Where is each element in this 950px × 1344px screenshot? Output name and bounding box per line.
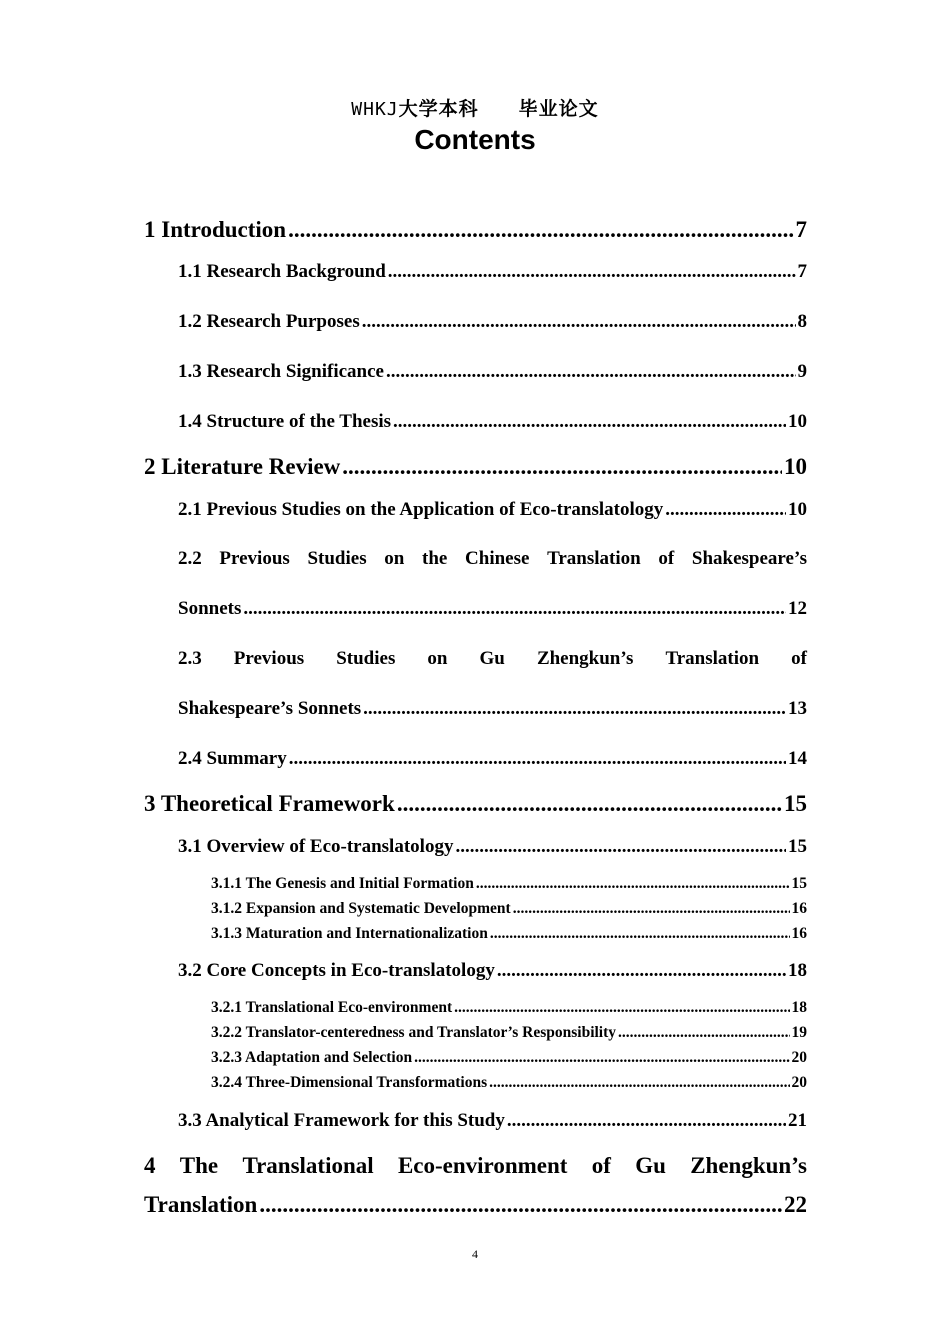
toc-page-number: 16 <box>791 925 807 942</box>
toc-entry-title: 3.2.2 Translator-centeredness and Translator’s Responsibility <box>211 1024 617 1041</box>
dot-leader <box>288 217 793 243</box>
header-label: 毕业论文 <box>518 99 599 120</box>
word: Translational <box>242 1153 374 1178</box>
toc-entry-3-2-1[interactable] <box>211 999 807 1017</box>
toc-entry-title: 3.2 Core Concepts in Eco-translatology <box>178 960 495 981</box>
toc-entry-2-3-line-2[interactable] <box>178 698 807 720</box>
toc-page-number: 7 <box>795 217 807 242</box>
toc-entry-title: 3.1.1 The Genesis and Initial Formation <box>211 875 474 892</box>
toc-entry-2-4[interactable] <box>178 748 807 770</box>
dot-leader <box>386 361 796 383</box>
toc-entry-title: Translation <box>144 1192 258 1217</box>
toc-entry-title: 1.1 Research Background <box>178 261 386 282</box>
page-title: Contents <box>414 124 536 155</box>
toc-entry-2-1[interactable] <box>178 499 807 521</box>
dot-leader <box>259 1192 782 1218</box>
toc-page-number: 7 <box>797 261 807 282</box>
running-header <box>0 94 950 121</box>
word: on <box>427 648 448 669</box>
toc-entry-title: 3.1.2 Expansion and Systematic Development <box>211 900 511 917</box>
toc-entry-3-2[interactable] <box>178 960 807 982</box>
word: 4 <box>144 1153 156 1178</box>
toc-page-number: 21 <box>788 1110 807 1131</box>
toc-entry-3-1-3[interactable] <box>211 925 807 943</box>
word: 2.3 <box>178 648 202 669</box>
toc-entry-title: Shakespeare’s Sonnets <box>178 698 362 719</box>
toc-entry-3-2-2[interactable] <box>211 1024 807 1042</box>
word: Studies <box>336 648 396 669</box>
toc-entry-2-2-line-1[interactable] <box>178 548 807 570</box>
dot-leader <box>476 875 790 893</box>
toc-entry-title: 3.3 Analytical Framework for this Study <box>178 1110 505 1131</box>
dot-leader <box>289 748 786 770</box>
toc-page-number: 12 <box>788 598 807 619</box>
toc-page-number: 20 <box>791 1049 807 1066</box>
toc-entry-title: 1.2 Research Purposes <box>178 311 360 332</box>
toc-page-number: 20 <box>791 1074 807 1091</box>
toc-page-number: 18 <box>788 960 807 981</box>
word: Previous <box>219 548 290 569</box>
toc-page-number: 9 <box>797 361 807 382</box>
dot-leader <box>497 960 786 982</box>
toc-page-number: 8 <box>797 311 807 332</box>
word: Gu <box>479 648 505 669</box>
word: Eco-environment <box>397 1153 568 1178</box>
toc-entry-3-1-2[interactable] <box>211 900 807 918</box>
word: Zhengkun’s <box>690 1153 807 1178</box>
toc-page-number: 13 <box>788 698 807 719</box>
dot-leader <box>243 598 786 620</box>
toc-entry-title: 2.1 Previous Studies on the Application of Eco-translatology <box>178 499 664 520</box>
toc-entry-title: 3.2.4 Three-Dimensional Transformations <box>211 1074 488 1091</box>
toc-entry-3-2-3[interactable] <box>211 1049 807 1067</box>
toc-entry-3-1-1[interactable] <box>211 875 807 893</box>
dot-leader <box>388 261 796 283</box>
dot-leader <box>397 791 782 817</box>
dot-leader <box>455 836 786 858</box>
toc-entry-title: 1.3 Research Significance <box>178 361 384 382</box>
toc-entry-3-2-4[interactable] <box>211 1074 807 1092</box>
word: Previous <box>233 648 305 669</box>
toc-page-number: 15 <box>788 836 807 857</box>
dot-leader <box>393 411 786 433</box>
header-code: WHKJ <box>351 99 399 120</box>
toc-entry-chapter-3[interactable] <box>144 791 807 817</box>
dot-leader <box>454 999 789 1017</box>
toc-entry-chapter-2[interactable] <box>144 454 807 480</box>
word: on <box>384 548 405 569</box>
toc-entry-title: 2.4 Summary <box>178 748 287 769</box>
dot-leader <box>618 1024 789 1042</box>
page-number: 4 <box>472 1247 478 1261</box>
toc-entry-2-3-line-1[interactable] <box>178 648 807 670</box>
toc-entry-1-4[interactable] <box>178 411 807 433</box>
word: Shakespeare’s <box>691 548 807 569</box>
toc-entry-title: 1.4 Structure of the Thesis <box>178 411 392 432</box>
word: of <box>591 1153 611 1178</box>
toc-page-number: 15 <box>791 875 807 892</box>
toc-entry-3-3[interactable] <box>178 1110 807 1132</box>
word: Studies <box>307 548 367 569</box>
toc-entry-title: 3.1.3 Maturation and Internationalization <box>211 925 488 942</box>
toc-page-number: 18 <box>791 999 807 1016</box>
toc-entry-title: 2 Literature Review <box>144 454 341 479</box>
word: 2.2 <box>178 548 202 569</box>
toc-entry-1-1[interactable] <box>178 261 807 283</box>
toc-entry-chapter-1[interactable] <box>144 217 807 243</box>
dot-leader <box>665 499 786 521</box>
toc-entry-1-3[interactable] <box>178 361 807 383</box>
dot-leader <box>490 925 790 943</box>
toc-page-number: 15 <box>784 791 807 816</box>
toc-page-number: 10 <box>784 454 807 479</box>
dot-leader <box>363 698 786 720</box>
dot-leader <box>362 311 796 333</box>
dot-leader <box>489 1074 789 1092</box>
word: of <box>658 548 675 569</box>
word: the <box>422 548 448 569</box>
word: Translation <box>547 548 641 569</box>
toc-page-number: 10 <box>788 411 807 432</box>
dot-leader <box>342 454 782 480</box>
header-school: 大学本科 <box>398 99 479 120</box>
word: of <box>791 648 807 669</box>
dot-leader <box>414 1049 789 1067</box>
toc-entry-title: 3.1 Overview of Eco-translatology <box>178 836 454 857</box>
toc-page-number: 10 <box>788 499 807 520</box>
toc-entry-title: 3.2.3 Adaptation and Selection <box>211 1049 413 1066</box>
toc-entry-1-2[interactable] <box>178 311 807 333</box>
toc-entry-title: 3.2.1 Translational Eco-environment <box>211 999 453 1016</box>
toc-entry-chapter-4-line-2[interactable] <box>144 1192 807 1218</box>
toc-page-number: 16 <box>791 900 807 917</box>
toc-entry-title: Sonnets <box>178 598 242 619</box>
toc-entry-2-2-line-2[interactable] <box>178 598 807 620</box>
toc-page-number: 19 <box>791 1024 807 1041</box>
dot-leader <box>513 900 790 918</box>
word: Zhengkun’s <box>536 648 634 669</box>
dot-leader <box>507 1110 786 1132</box>
toc-entry-chapter-4-line-1[interactable] <box>144 1153 807 1179</box>
toc-page-number: 14 <box>788 748 807 769</box>
word: Chinese <box>465 548 530 569</box>
toc-entry-3-1[interactable] <box>178 836 807 858</box>
toc-page-number: 22 <box>784 1192 807 1217</box>
word: Gu <box>635 1153 666 1178</box>
word: Translation <box>665 648 760 669</box>
toc-entry-title: 3 Theoretical Framework <box>144 791 395 816</box>
word: The <box>179 1153 219 1178</box>
toc-entry-title: 1 Introduction <box>144 217 287 242</box>
